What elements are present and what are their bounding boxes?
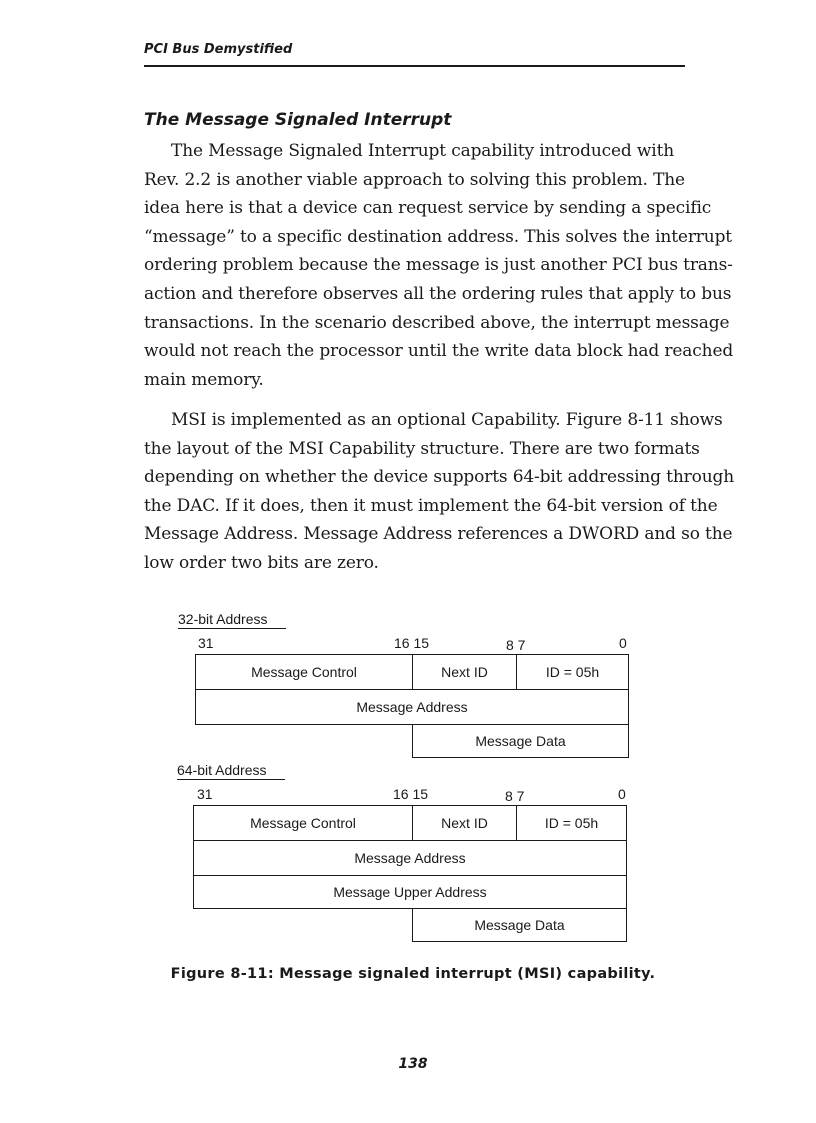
bit-0-label: 0: [619, 635, 627, 651]
register-next-id-64: Next ID: [412, 805, 517, 841]
running-head: [144, 41, 685, 67]
text-line: would not reach the processor until the write data block had reached: [144, 341, 734, 362]
register-message-address-32: Message Address: [195, 689, 629, 725]
paragraph-2: [144, 406, 735, 578]
register-cap-id-32: ID = 05h: [516, 654, 629, 690]
text-line: main memory.: [144, 369, 264, 390]
text-line: MSI is implemented as an optional Capability. Figure 8-11 shows: [171, 410, 723, 430]
bit-31-label: 31: [197, 786, 213, 802]
figure-caption: Figure 8-11: Message signaled interrupt (MSI) capability.: [170, 966, 656, 982]
bit-8-7-label: 8 7: [506, 637, 526, 653]
paragraph-1: [144, 137, 734, 394]
text-line: low order two bits are zero.: [144, 552, 379, 573]
bit-31-label: 31: [198, 635, 214, 651]
register-message-address-64: Message Address: [193, 840, 627, 876]
text-line: depending on whether the device supports 64-bit addressing through: [144, 467, 735, 488]
format-64-label: [177, 762, 285, 778]
text-line: the DAC. If it does, then it must implement the 64-bit version of the: [144, 495, 718, 516]
text-line: transactions. In the scenario described above, the interrupt message: [144, 312, 730, 333]
text-line: Message Address. Message Address references a DWORD and so the: [144, 524, 733, 545]
text-line: the layout of the MSI Capability structure. There are two formats: [144, 438, 700, 459]
text-line: idea here is that a device can request service by sending a specific: [144, 198, 712, 219]
register-message-control-32: Message Control: [195, 654, 413, 690]
register-message-control-64: Message Control: [193, 805, 413, 841]
register-message-upper-address-64: Message Upper Address: [193, 875, 627, 909]
bit-8-7-label: 8 7: [505, 788, 525, 804]
bit-16-15-label: 16 15: [394, 635, 430, 651]
text-line: ordering problem because the message is just another PCI bus trans-: [144, 255, 733, 276]
text-line: action and therefore observes all the ordering rules that apply to bus: [144, 283, 732, 304]
register-next-id-32: Next ID: [412, 654, 517, 690]
page-number: 138: [398, 1056, 428, 1072]
register-cap-id-64: ID = 05h: [516, 805, 627, 841]
bit-16-15-label: 16 15: [393, 786, 429, 802]
text-line: The Message Signaled Interrupt capability introduced with: [171, 141, 675, 161]
section-heading: The Message Signaled Interrupt: [144, 110, 452, 130]
text-line: “message” to a specific destination address. This solves the interrupt: [144, 226, 732, 247]
format-32-label: [178, 611, 286, 627]
register-message-data-64: Message Data: [412, 908, 627, 942]
format-64-label-text: 64-bit Address: [177, 762, 285, 780]
register-message-data-32: Message Data: [412, 724, 629, 758]
format-32-label-text: 32-bit Address: [178, 611, 286, 629]
running-head-title: PCI Bus Demystified: [144, 42, 293, 57]
text-line: Rev. 2.2 is another viable approach to solving this problem. The: [144, 169, 685, 190]
bit-0-label: 0: [618, 786, 626, 802]
